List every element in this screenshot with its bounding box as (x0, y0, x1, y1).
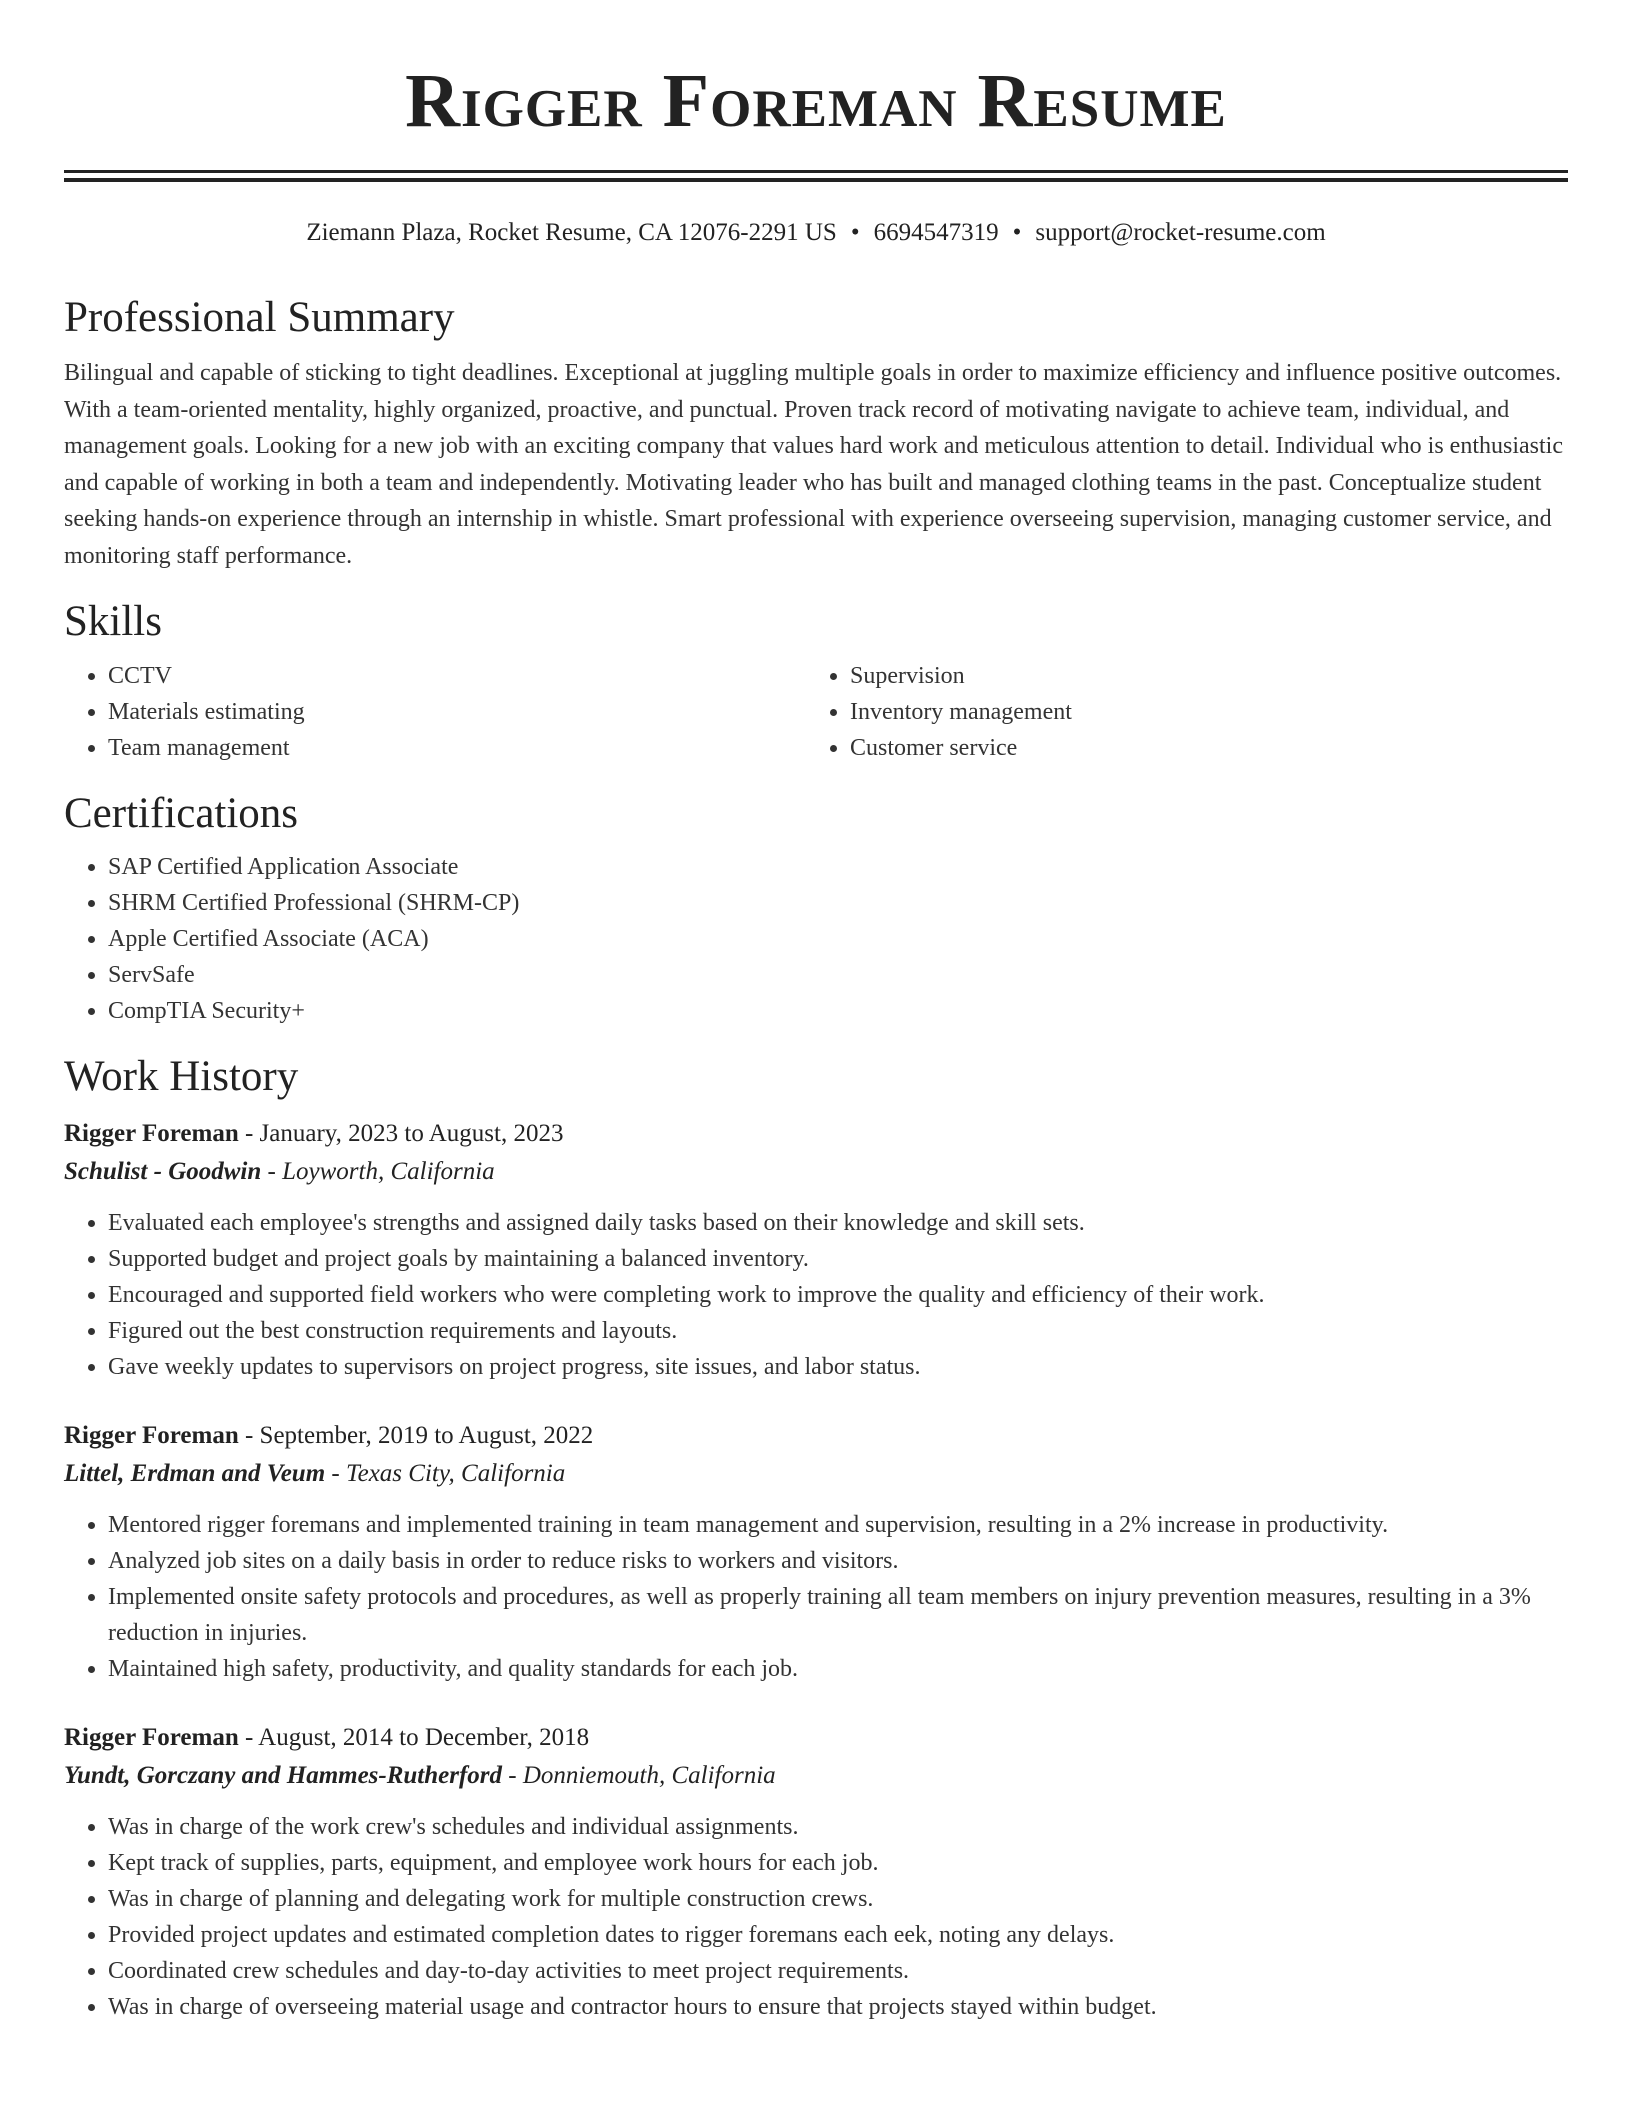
skill-item: • CCTV (108, 658, 806, 694)
skills-column-right (806, 658, 1548, 766)
title-divider (64, 170, 1568, 182)
job-entry (64, 1417, 1568, 1687)
job-location: - Loyworth, California (261, 1157, 495, 1185)
skill-item: • Inventory management (850, 694, 1548, 730)
job-title-line (64, 1115, 1568, 1153)
skill-item: • Customer service (850, 730, 1548, 766)
contact-line (64, 218, 1568, 248)
certifications-heading: Certifications (64, 789, 299, 837)
contact-separator: • (1012, 218, 1022, 246)
job-bullet: • Evaluated each employee's strengths and assigned daily tasks based on their knowledge and skill sets. (108, 1205, 1568, 1241)
job-location: - Texas City, California (325, 1459, 566, 1487)
job-bullet: • Figured out the best construction requirements and layouts. (108, 1313, 1568, 1349)
job-bullets (64, 1507, 1568, 1687)
job-dates: - January, 2023 to August, 2023 (238, 1119, 564, 1147)
job-dates: - August, 2014 to December, 2018 (238, 1723, 590, 1751)
skills-heading: Skills (64, 598, 162, 646)
skills-section (64, 596, 1568, 766)
job-bullet: • Was in charge of overseeing material usage and contractor hours to ensure that projects stayed within budget. (108, 1989, 1568, 2025)
job-bullets (64, 1809, 1568, 2025)
skills-grid (64, 658, 1568, 766)
job-entry (64, 1115, 1568, 1385)
job-company-line (64, 1455, 1568, 1493)
job-company: Yundt, Gorczany and Hammes-Rutherford (64, 1761, 503, 1789)
contact-phone: 6694547319 (873, 218, 999, 246)
job-bullet: • Coordinated crew schedules and day-to-day activities to meet project requirements. (108, 1953, 1568, 1989)
job-bullet: • Supported budget and project goals by maintaining a balanced inventory. (108, 1241, 1568, 1277)
summary-text: Bilingual and capable of sticking to tight deadlines. Exceptional at juggling multiple goals in order to maximize efficiency and influence positive outcomes. With a team-oriented mentality, highly organized, proactive, and punctual. Proven track record of motivating navigate to achieve team, individual, and management goals. Looking for a new job with an exciting company that values hard work and meticulous attention to detail. Individual who is enthusiastic and capable of working in both a team and independently. Motivating leader who has built and managed clothing teams in the past. Conceptualize student seeking hands-on experience through an internship in whistle. Smart professional with experience overseeing supervision, managing customer service, and monitoring staff performance. (64, 360, 1563, 569)
skill-item: • Materials estimating (108, 694, 806, 730)
certification-item: • CompTIA Security+ (108, 993, 1568, 1029)
certification-item: • SAP Certified Application Associate (108, 849, 1568, 885)
summary-section (64, 292, 1568, 575)
certification-item: • Apple Certified Associate (ACA) (108, 921, 1568, 957)
job-bullet: • Implemented onsite safety protocols and procedures, as well as properly training all team members on injury prevention measures, resulting in a 3% reduction in injuries. (108, 1579, 1568, 1651)
job-title-line (64, 1719, 1568, 1757)
job-company-line (64, 1757, 1568, 1795)
job-bullet: • Gave weekly updates to supervisors on project progress, site issues, and labor status. (108, 1349, 1568, 1385)
resume-page (64, 0, 1568, 2025)
certifications-list (64, 849, 1568, 1029)
work-history-heading: Work History (64, 1053, 299, 1101)
job-bullet: • Encouraged and supported field workers who were completing work to improve the quality and efficiency of their work. (108, 1277, 1568, 1313)
certification-item: • ServSafe (108, 957, 1568, 993)
skill-item: • Supervision (850, 658, 1548, 694)
job-location: - Donniemouth, California (502, 1761, 776, 1789)
job-title: Rigger Foreman (64, 1421, 239, 1449)
job-title: Rigger Foreman (64, 1723, 239, 1751)
certifications-section (64, 788, 1568, 1030)
job-bullet: • Provided project updates and estimated completion dates to rigger foremans each eek, noting any delays. (108, 1917, 1568, 1953)
contact-email[interactable]: support@rocket-resume.com (1035, 218, 1326, 246)
certification-item: • SHRM Certified Professional (SHRM-CP) (108, 885, 1568, 921)
job-bullet: • Maintained high safety, productivity, and quality standards for each job. (108, 1651, 1568, 1687)
contact-separator: • (850, 218, 860, 246)
summary-heading: Professional Summary (64, 293, 455, 341)
job-title: Rigger Foreman (64, 1119, 239, 1147)
job-bullet: • Was in charge of planning and delegating work for multiple construction crews. (108, 1881, 1568, 1917)
job-company: Littel, Erdman and Veum (64, 1459, 326, 1487)
skill-item: • Team management (108, 730, 806, 766)
job-bullets (64, 1205, 1568, 1385)
job-bullet: • Analyzed job sites on a daily basis in order to reduce risks to workers and visitors. (108, 1543, 1568, 1579)
job-entry (64, 1719, 1568, 2025)
job-bullet: • Was in charge of the work crew's schedules and individual assignments. (108, 1809, 1568, 1845)
contact-address: Ziemann Plaza, Rocket Resume, CA 12076-2291 US (306, 218, 837, 246)
job-bullet: • Kept track of supplies, parts, equipment, and employee work hours for each job. (108, 1845, 1568, 1881)
job-company-line (64, 1153, 1568, 1191)
job-dates: - September, 2019 to August, 2022 (238, 1421, 594, 1449)
job-company: Schulist - Goodwin (64, 1157, 262, 1185)
job-title-line (64, 1417, 1568, 1455)
work-history-section (64, 1051, 1568, 2025)
job-bullet: • Mentored rigger foremans and implemented training in team management and supervision, resulting in a 2% increase in productivity. (108, 1507, 1568, 1543)
page-title: Rigger Foreman Resume (405, 59, 1227, 143)
skills-column-left (64, 658, 806, 766)
